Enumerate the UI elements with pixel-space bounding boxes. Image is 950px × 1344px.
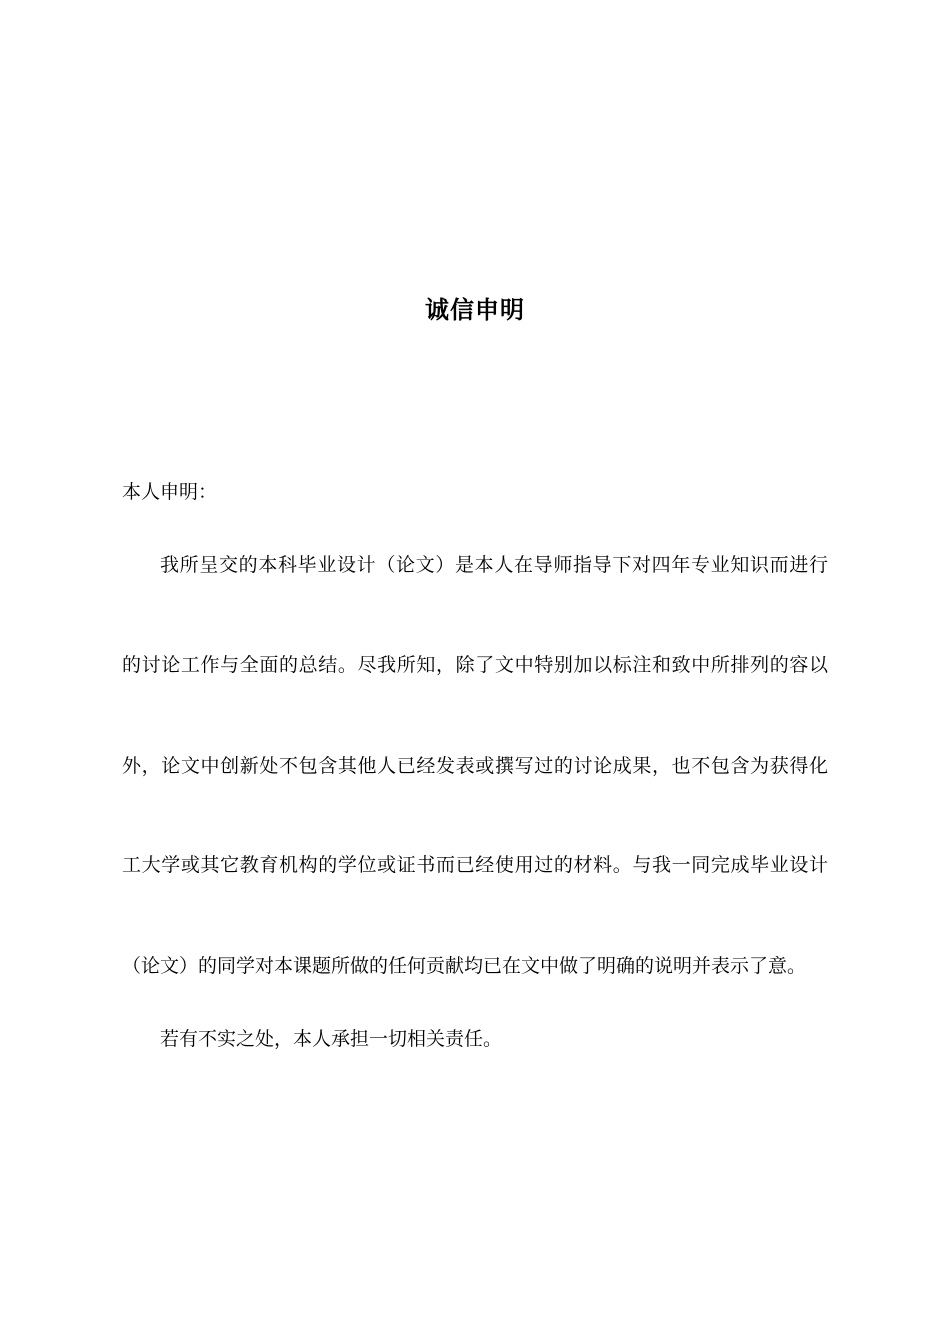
paragraph-line: （论文）的同学对本课题所做的任何贡献均已在文中做了明确的说明并表示了意。	[122, 955, 807, 977]
paragraph-line: 工大学或其它教育机构的学位或证书而已经使用过的材料。与我一同完成毕业设计	[122, 854, 829, 876]
salutation-text: 本人申明：	[122, 481, 218, 503]
paragraph-line: 我所呈交的本科毕业设计（论文）是本人在导师指导下对四年专业知识而进行	[160, 554, 829, 576]
page-title: 诚信申明	[425, 296, 525, 324]
paragraph-line: 外，论文中创新处不包含其他人已经发表或撰写过的讨论成果，也不包含为获得化	[122, 755, 829, 777]
closing-statement: 若有不实之处，本人承担一切相关责任。	[160, 1028, 503, 1050]
paragraph-line: 的讨论工作与全面的总结。尽我所知，除了文中特别加以标注和致中所排列的容以	[122, 654, 829, 676]
